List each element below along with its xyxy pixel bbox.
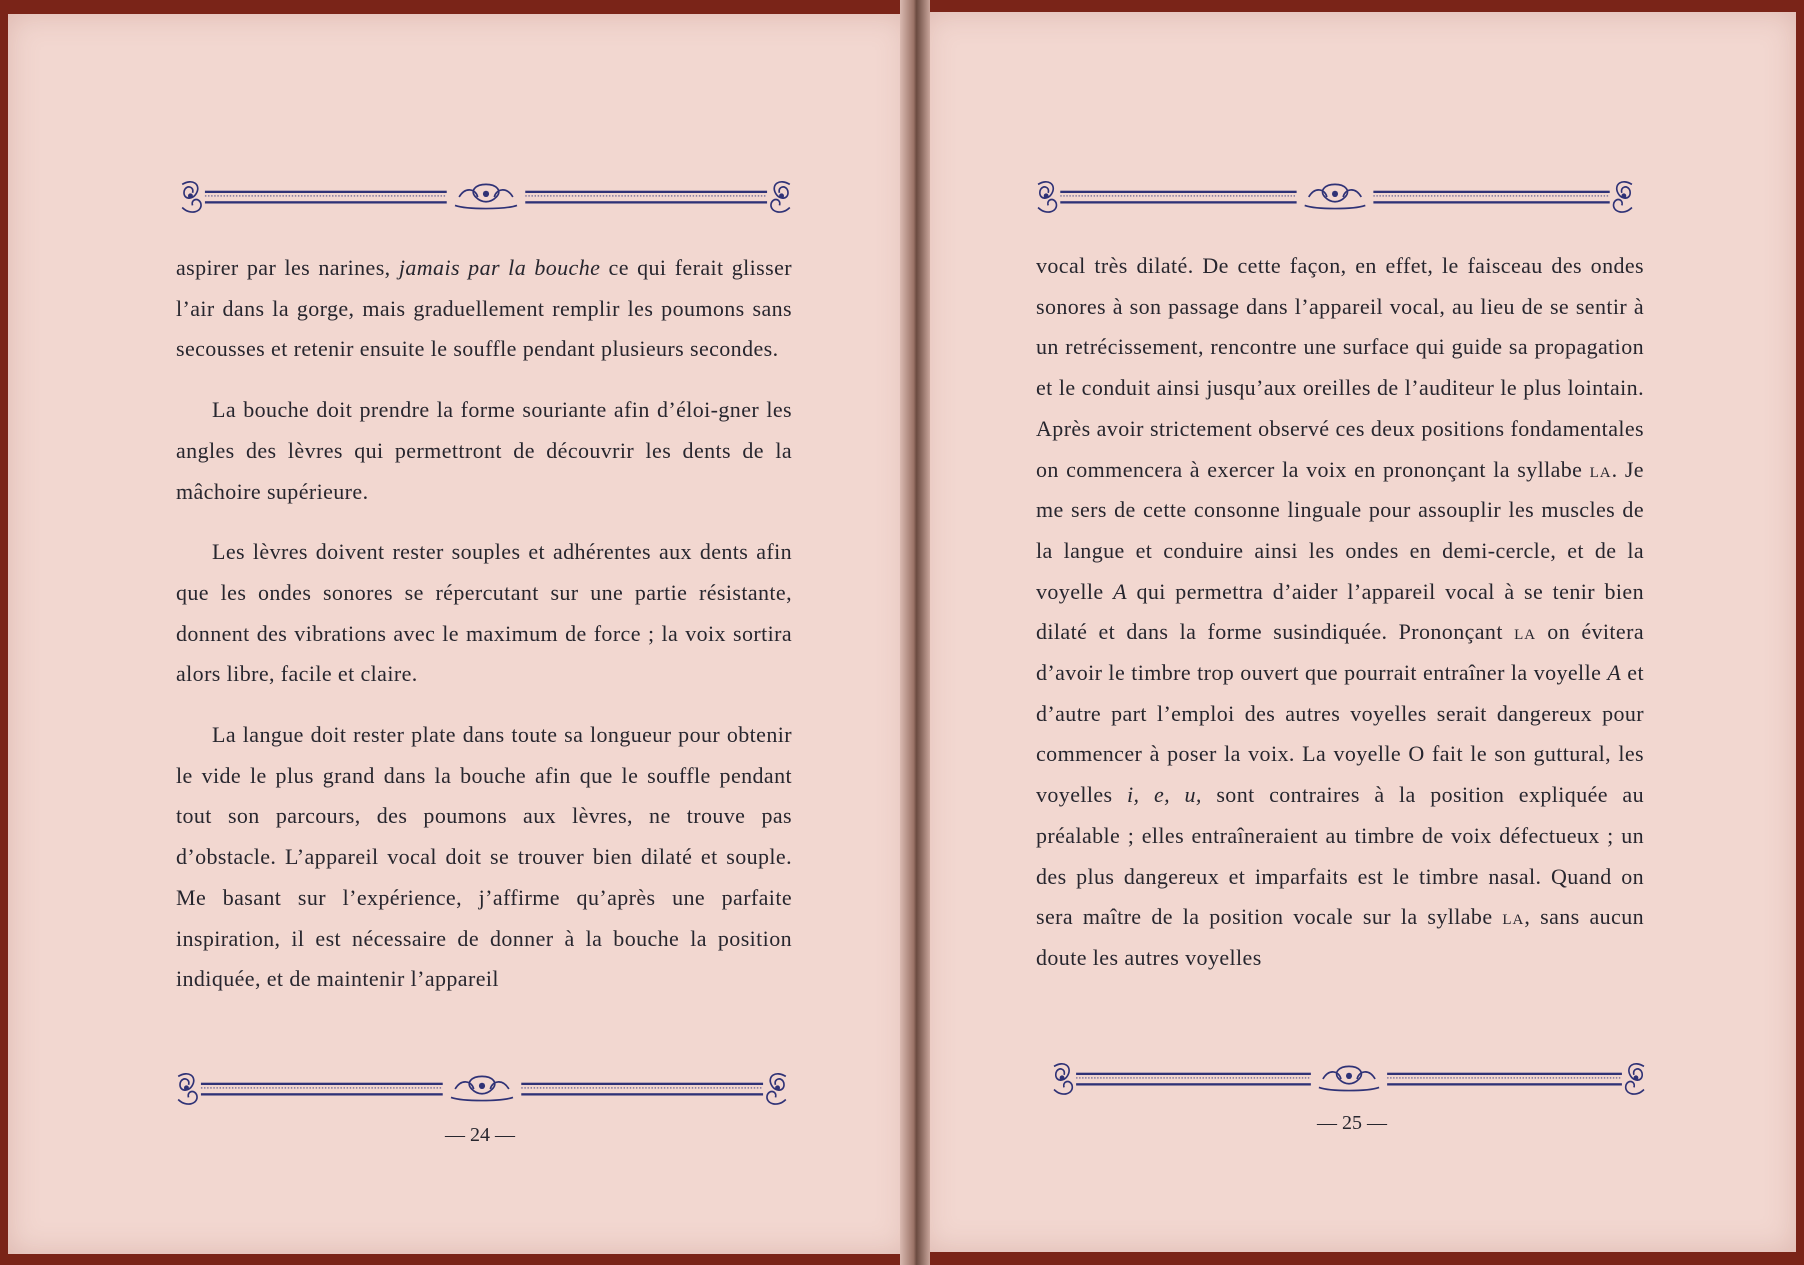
page-number-left: — 24 — — [445, 1124, 515, 1146]
ornament-rule-icon — [1048, 1058, 1650, 1100]
text-run: sont contraires à la position expliquée au préalable ; elles entraîneraient au timbre de voix défectueux ; un des plus dangereux et imparfaits est le timbre nasal. Quand on sera maître de la position vocale sur la syllabe — [1036, 782, 1645, 930]
paragraph — [176, 248, 792, 370]
ornament-rule-icon — [1032, 176, 1638, 218]
text-run: ce qui ferait glisser l’air dans la gorge, mais graduellement remplir les poumons sans secousses et retenir ensuite le souffle pendant plusieurs secondes. — [176, 255, 792, 362]
ornament-rule-icon — [172, 1068, 792, 1110]
ornament-rule-icon — [176, 176, 796, 218]
italic-emphasis: A — [1607, 660, 1622, 686]
left-page-body — [176, 248, 792, 1000]
small-caps-syllable: la — [1514, 619, 1537, 645]
paragraph: La langue doit rester plate dans toute sa longueur pour obtenir le vide le plus grand dans la bouche afin que le souffle pendant tout son parcours, des poumons aux lèvres, ne trouve pas d’obstacle. L’appareil vocal doit se trouver bien dilaté et souple. Me basant sur l’expérience, j’affirme qu’après une parfaite inspiration, il est nécessaire de donner à la bouche la position indiquée, et de maintenir l’appareil — [176, 722, 792, 992]
page-number-right: — 25 — — [1317, 1112, 1387, 1134]
italic-emphasis: A — [1113, 578, 1127, 604]
italic-emphasis: jamais par la bouche — [398, 255, 601, 280]
text-run: aspirer par les narines, — [176, 255, 399, 280]
text-run: qui permettra d’aider l’appareil vocal à se tenir bien dilaté et dans la forme susindiquée. Prononçant — [1036, 578, 1644, 645]
small-caps-syllable: la — [1589, 456, 1612, 482]
book-gutter — [900, 0, 930, 1265]
text-run: , sans aucun doute les autres voyelles — [1036, 904, 1644, 970]
text-run: vocal très dilaté. De cette façon, en effet, le faisceau des ondes sonores à son passage dans l’appareil vocal, au lieu de se sentir à un retrécissement, rencontre une surface qui guide sa propagation et le conduit ainsi jusqu’aux oreilles de l’auditeur le plus lointain. Après avoir strictement observé ces deux positions fondamentales on commencera à exercer la voix en prononçant la syllabe — [1036, 253, 1644, 482]
paragraph: La bouche doit prendre la forme souriante afin d’éloi-gner les angles des lèvres qui permettront de découvrir les dents de la mâchoire supérieure. — [176, 397, 792, 504]
text-run: . Je me sers de cette consonne linguale pour assouplir les muscles de la langue et conduire ainsi les ondes en demi-cercle, et de la voyelle — [1036, 456, 1644, 604]
text-run: et d’autre part l’emploi des autres voyelles serait dangereux pour commencer à poser la voix. La voyelle O fait le son guttural, les voyelles — [1036, 660, 1644, 808]
text-run: on évitera d’avoir le timbre trop ouvert que pourrait entraîner la voyelle — [1036, 619, 1644, 686]
paragraph — [1036, 246, 1644, 979]
small-caps-syllable: la — [1502, 904, 1525, 930]
right-page-body — [1036, 246, 1644, 979]
italic-emphasis: i, e, u, — [1127, 782, 1202, 808]
paragraph: Les lèvres doivent rester souples et adhérentes aux dents afin que les ondes sonores se répercutant sur une partie résistante, donnent des vibrations avec le maximum de force ; la voix sortira alors libre, facile et claire. — [176, 539, 792, 687]
